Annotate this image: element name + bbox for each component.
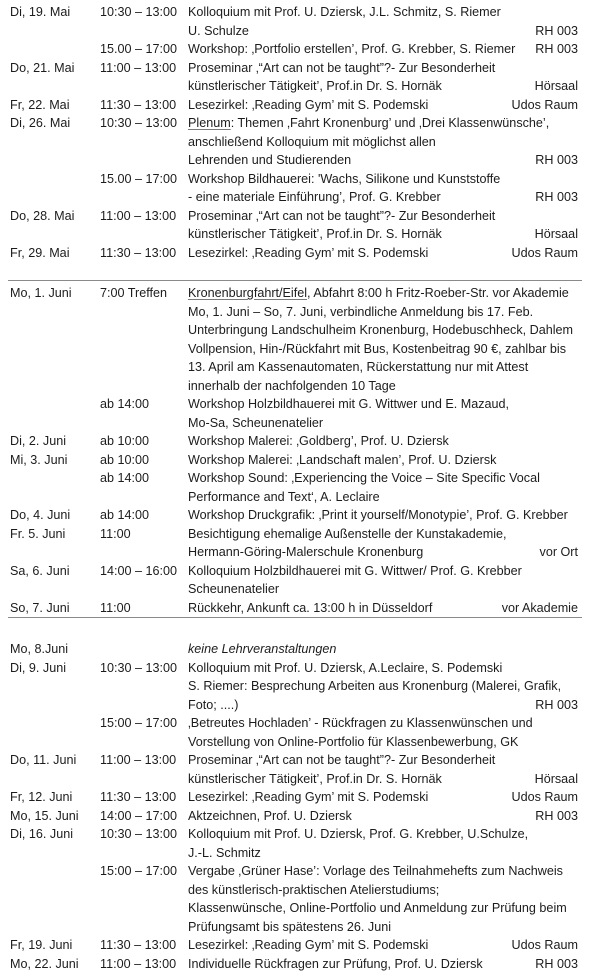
entry-date: Fr, 12. Juni <box>10 788 72 807</box>
schedule-section-2 <box>0 284 600 617</box>
entry-time: 14:00 – 17:00 <box>100 807 177 826</box>
entry-line <box>0 40 600 59</box>
entry-line <box>0 170 600 189</box>
entry-description: Scheunenatelier <box>188 580 279 599</box>
entry-date: So, 7. Juni <box>10 599 70 618</box>
entry-description: Hermann-Göring-Malerschule Kronenburg <box>188 543 423 562</box>
entry-line <box>0 733 600 752</box>
entry-line <box>0 207 600 226</box>
entry-date: Di, 19. Mai <box>10 3 70 22</box>
schedule-entry <box>0 284 600 395</box>
entry-line <box>0 599 600 618</box>
entry-line <box>0 696 600 715</box>
entry-line <box>0 395 600 414</box>
entry-line <box>0 3 600 22</box>
entry-time: 15:00 – 17:00 <box>100 714 177 733</box>
entry-description: Lesezirkel: ‚Reading Gym’ mit S. Podemski <box>188 244 428 263</box>
schedule-entry <box>0 562 600 599</box>
entry-line <box>0 59 600 78</box>
entry-date: Fr, 22. Mai <box>10 96 70 115</box>
entry-description: Kolloquium mit Prof. U. Dziersk, Prof. G. Krebber, U.Schulze, <box>188 825 528 844</box>
entry-line <box>0 244 600 263</box>
entry-description: J.-L. Schmitz <box>188 844 261 863</box>
entry-time: 15.00 – 17:00 <box>100 40 177 59</box>
entry-description: Foto; ....) <box>188 696 238 715</box>
entry-line <box>0 321 600 340</box>
entry-room: Hörsaal <box>535 770 578 789</box>
entry-line <box>0 114 600 133</box>
entry-description: innerhalb der nachfolgenden 10 Tage <box>188 377 396 396</box>
entry-description: des künstlerisch-praktischen Atelierstudiums; <box>188 881 439 900</box>
entry-time: 11:00 – 13:00 <box>100 207 176 226</box>
schedule-section-1 <box>0 0 600 262</box>
entry-date: Mo, 22. Juni <box>10 955 79 973</box>
entry-date: Di, 26. Mai <box>10 114 70 133</box>
entry-description: U. Schulze <box>188 22 249 41</box>
entry-line <box>0 525 600 544</box>
schedule-entry <box>0 640 600 659</box>
entry-description: Vollpension, Hin-/Rückfahrt mit Bus, Kostenbeitrag 90 €, zahlbar bis <box>188 340 566 359</box>
entry-line <box>0 881 600 900</box>
entry-description: Individuelle Rückfragen zur Prüfung, Prof. U. Dziersk <box>188 955 483 973</box>
entry-line <box>0 414 600 433</box>
schedule-entry <box>0 40 600 59</box>
schedule-entry <box>0 525 600 562</box>
entry-description: künstlerischer Tätigkeit’, Prof.in Dr. S. Hornäk <box>188 77 442 96</box>
entry-description: 13. April am Kassenautomaten, Rückerstattung nur mit Attest <box>188 358 528 377</box>
schedule-entry <box>0 807 600 826</box>
entry-line <box>0 284 600 303</box>
entry-date: Fr, 19. Juni <box>10 936 72 955</box>
entry-description: künstlerischer Tätigkeit’, Prof.in Dr. S. Hornäk <box>188 225 442 244</box>
entry-description: Workshop Druckgrafik: ‚Print it yourself/Monotypie’, Prof. G. Krebber <box>188 506 568 525</box>
entry-time: 11:30 – 13:00 <box>100 244 176 263</box>
schedule-entry <box>0 170 600 207</box>
entry-date: Fr, 29. Mai <box>10 244 70 263</box>
entry-description: Vorstellung von Online-Portfolio für Klassenbewerbung, GK <box>188 733 518 752</box>
entry-line <box>0 96 600 115</box>
entry-time: 11:00 – 13:00 <box>100 59 176 78</box>
schedule-entry <box>0 862 600 936</box>
entry-time: 10:30 – 13:00 <box>100 114 177 133</box>
entry-date: Mo, 8.Juni <box>10 640 68 659</box>
section-spacer <box>0 262 600 280</box>
entry-time: 14:00 – 16:00 <box>100 562 177 581</box>
entry-line <box>0 77 600 96</box>
entry-description: Lesezirkel: ‚Reading Gym’ mit S. Podemski <box>188 96 428 115</box>
entry-description: ‚Betreutes Hochladen’ - Rückfragen zu Klassenwünschen und <box>188 714 533 733</box>
entry-room: RH 003 <box>535 696 578 715</box>
entry-room: RH 003 <box>535 22 578 41</box>
entry-room: RH 003 <box>535 955 578 973</box>
section-divider <box>8 617 582 618</box>
schedule-entry <box>0 659 600 715</box>
entry-description-text: : Themen ‚Fahrt Kronenburg’ und ‚Drei Klassenwünsche’, <box>231 116 550 130</box>
entry-date: Di, 2. Juni <box>10 432 66 451</box>
entry-time: 15:00 – 17:00 <box>100 862 177 881</box>
entry-description: künstlerischer Tätigkeit’, Prof.in Dr. S. Hornäk <box>188 770 442 789</box>
entry-line <box>0 225 600 244</box>
entry-line <box>0 188 600 207</box>
entry-time: 15.00 – 17:00 <box>100 170 177 189</box>
schedule-entry <box>0 788 600 807</box>
entry-date: Do, 11. Juni <box>10 751 76 770</box>
schedule-entry <box>0 96 600 115</box>
entry-description: Lesezirkel: ‚Reading Gym’ mit S. Podemski <box>188 936 428 955</box>
entry-time: 11:30 – 13:00 <box>100 96 176 115</box>
schedule-entry <box>0 207 600 244</box>
entry-room: RH 003 <box>535 188 578 207</box>
entry-line <box>0 22 600 41</box>
entry-description: anschließend Kolloquium mit möglichst allen <box>188 133 436 152</box>
schedule-entry <box>0 599 600 618</box>
entry-line <box>0 862 600 881</box>
entry-date: Sa, 6. Juni <box>10 562 70 581</box>
entry-line <box>0 844 600 863</box>
schedule-entry <box>0 825 600 862</box>
entry-time: 11:00 – 13:00 <box>100 751 176 770</box>
entry-line <box>0 899 600 918</box>
entry-description: Proseminar ‚“Art can not be taught”?- Zur Besonderheit <box>188 207 495 226</box>
entry-description: Mo-Sa, Scheunenatelier <box>188 414 323 433</box>
entry-description: Workshop Bildhauerei: 'Wachs, Silikone und Kunststoffe <box>188 170 500 189</box>
entry-room: Udos Raum <box>512 936 579 955</box>
entry-date: Do, 4. Juni <box>10 506 70 525</box>
entry-date: Di, 16. Juni <box>10 825 73 844</box>
entry-room: RH 003 <box>535 807 578 826</box>
entry-description <box>188 284 569 303</box>
entry-description: Prüfungsamt bis spätestens 26. Juni <box>188 918 391 937</box>
entry-date: Fr. 5. Juni <box>10 525 65 544</box>
entry-description: Unterbringung Landschulheim Kronenburg, Hodebuschheck, Dahlem <box>188 321 573 340</box>
entry-line <box>0 358 600 377</box>
entry-line <box>0 788 600 807</box>
entry-time: 10:30 – 13:00 <box>100 659 177 678</box>
section-spacer <box>0 618 600 640</box>
entry-room: Udos Raum <box>512 788 579 807</box>
entry-room: RH 003 <box>535 40 578 59</box>
entry-description: Rückkehr, Ankunft ca. 13:00 h in Düsseldorf <box>188 599 432 618</box>
entry-description: Workshop: ‚Portfolio erstellen’, Prof. G. Krebber, S. Riemer <box>188 40 515 59</box>
entry-description: Kolloquium mit Prof. U. Dziersk, J.L. Schmitz, S. Riemer <box>188 3 501 22</box>
entry-line <box>0 133 600 152</box>
entry-time: 11:30 – 13:00 <box>100 936 176 955</box>
entry-line <box>0 580 600 599</box>
entry-description: Mo, 1. Juni – So, 7. Juni, verbindliche Anmeldung bis 17. Feb. <box>188 303 533 322</box>
entry-description: Workshop Malerei: ‚Goldberg’, Prof. U. Dziersk <box>188 432 449 451</box>
entry-time: 11:30 – 13:00 <box>100 788 176 807</box>
entry-date: Do, 28. Mai <box>10 207 74 226</box>
entry-description: Lehrenden und Studierenden <box>188 151 351 170</box>
entry-date: Mo, 1. Juni <box>10 284 72 303</box>
entry-line <box>0 506 600 525</box>
entry-description: Workshop Malerei: ‚Landschaft malen’, Prof. U. Dziersk <box>188 451 496 470</box>
schedule-entry <box>0 59 600 96</box>
entry-time: ab 14:00 <box>100 469 149 488</box>
entry-time: 10:30 – 13:00 <box>100 3 177 22</box>
section-divider <box>8 280 582 281</box>
entry-time: 11:00 – 13:00 <box>100 955 176 973</box>
entry-description: keine Lehrveranstaltungen <box>188 640 336 659</box>
entry-description: Besichtigung ehemalige Außenstelle der Kunstakademie, <box>188 525 507 544</box>
schedule-section-3 <box>0 640 600 973</box>
schedule-entry <box>0 244 600 263</box>
entry-line <box>0 640 600 659</box>
entry-line <box>0 677 600 696</box>
schedule-entry <box>0 714 600 751</box>
schedule-entry <box>0 751 600 788</box>
entry-description: Workshop Holzbildhauerei mit G. Wittwer und E. Mazaud, <box>188 395 509 414</box>
entry-line <box>0 340 600 359</box>
entry-line <box>0 918 600 937</box>
entry-time: ab 10:00 <box>100 451 149 470</box>
entry-description: Aktzeichnen, Prof. U. Dziersk <box>188 807 352 826</box>
entry-description-text: , Abfahrt 8:00 h Fritz-Roeber-Str. vor Akademie <box>307 286 569 300</box>
entry-description: Lesezirkel: ‚Reading Gym’ mit S. Podemski <box>188 788 428 807</box>
schedule-entry <box>0 3 600 40</box>
entry-room: vor Ort <box>540 543 578 562</box>
entry-description: Proseminar ‚“Art can not be taught”?- Zur Besonderheit <box>188 59 495 78</box>
entry-highlight-title: Kronenburgfahrt/Eifel <box>188 286 307 300</box>
entry-time: 10:30 – 13:00 <box>100 825 177 844</box>
entry-line <box>0 488 600 507</box>
entry-line <box>0 955 600 973</box>
schedule-entry <box>0 114 600 170</box>
entry-description: Performance and Text‘, A. Leclaire <box>188 488 380 507</box>
schedule-entry <box>0 432 600 451</box>
entry-line <box>0 377 600 396</box>
entry-time: ab 14:00 <box>100 395 149 414</box>
entry-date: Mi, 3. Juni <box>10 451 67 470</box>
schedule-entry <box>0 936 600 955</box>
entry-line <box>0 714 600 733</box>
entry-time: ab 10:00 <box>100 432 149 451</box>
entry-description: Vergabe ‚Grüner Hase’: Vorlage des Teilnahmehefts zum Nachweis <box>188 862 563 881</box>
entry-line <box>0 770 600 789</box>
entry-line <box>0 303 600 322</box>
entry-room: RH 003 <box>535 151 578 170</box>
entry-time: 11:00 <box>100 525 131 544</box>
entry-room: Udos Raum <box>512 96 579 115</box>
entry-line <box>0 936 600 955</box>
entry-description: Kolloquium Holzbildhauerei mit G. Wittwer/ Prof. G. Krebber <box>188 562 522 581</box>
entry-description: Klassenwünsche, Online-Portfolio und Anmeldung zur Prüfung beim <box>188 899 567 918</box>
entry-line <box>0 562 600 581</box>
entry-line <box>0 151 600 170</box>
entry-line <box>0 659 600 678</box>
entry-highlight-title: Plenum <box>188 116 231 130</box>
entry-time: 7:00 Treffen <box>100 284 167 303</box>
entry-date: Di, 9. Juni <box>10 659 66 678</box>
entry-description <box>188 114 549 133</box>
entry-time: 11:00 <box>100 599 131 618</box>
entry-line <box>0 807 600 826</box>
entry-line <box>0 543 600 562</box>
entry-description: Proseminar ‚“Art can not be taught”?- Zur Besonderheit <box>188 751 495 770</box>
entry-room: vor Akademie <box>502 599 578 618</box>
entry-room: Hörsaal <box>535 225 578 244</box>
entry-description: Kolloquium mit Prof. U. Dziersk, A.Leclaire, S. Podemski <box>188 659 502 678</box>
schedule-entry <box>0 451 600 470</box>
entry-date: Do, 21. Mai <box>10 59 74 78</box>
schedule-entry <box>0 395 600 432</box>
entry-date: Mo, 15. Juni <box>10 807 79 826</box>
entry-room: Hörsaal <box>535 77 578 96</box>
entry-description: Workshop Sound: ‚Experiencing the Voice – Site Specific Vocal <box>188 469 540 488</box>
schedule-entry <box>0 469 600 506</box>
entry-line <box>0 751 600 770</box>
schedule-entry <box>0 506 600 525</box>
entry-time: ab 14:00 <box>100 506 149 525</box>
entry-description: - eine materiale Einführung’, Prof. G. Krebber <box>188 188 441 207</box>
entry-line <box>0 432 600 451</box>
entry-room: Udos Raum <box>512 244 579 263</box>
entry-description: S. Riemer: Besprechung Arbeiten aus Kronenburg (Malerei, Grafik, <box>188 677 561 696</box>
entry-line <box>0 469 600 488</box>
entry-line <box>0 451 600 470</box>
schedule-entry <box>0 955 600 973</box>
entry-line <box>0 825 600 844</box>
